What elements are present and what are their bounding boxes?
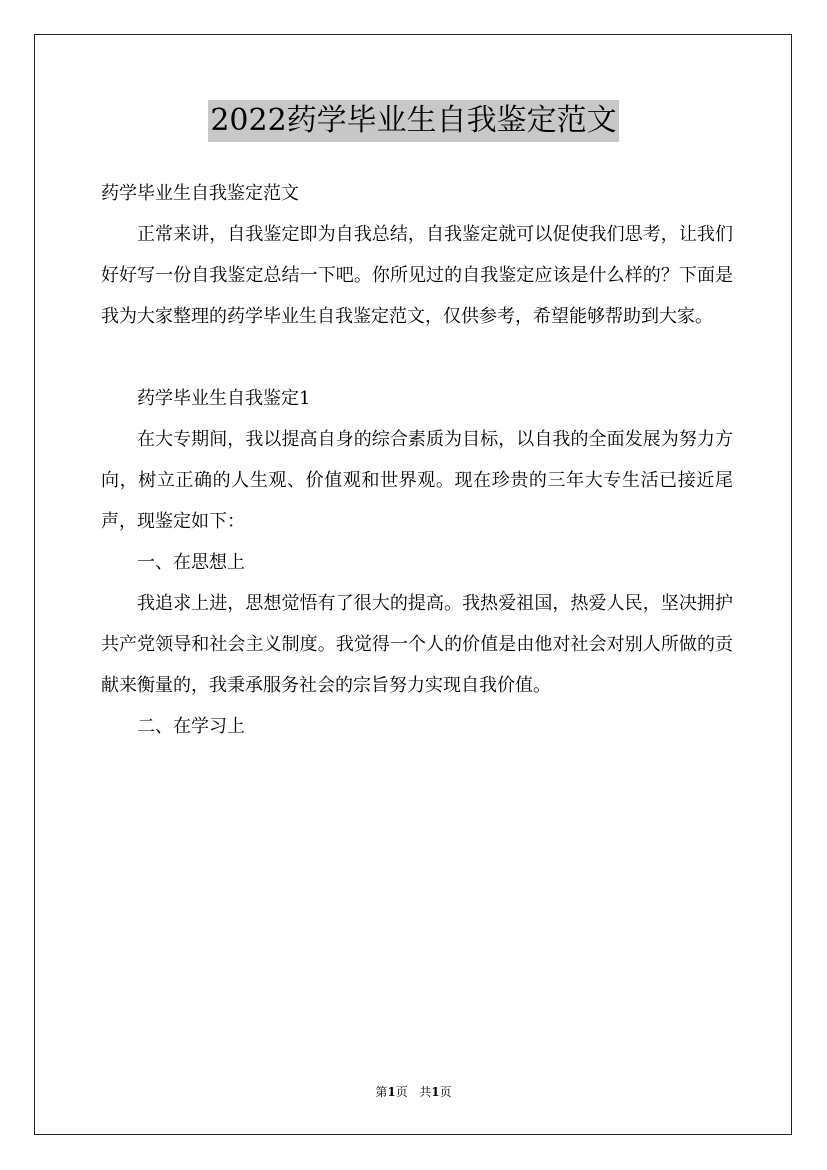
section-heading: 药学毕业生自我鉴定1 [137,388,311,409]
page-label: 第 [375,1085,388,1099]
subsection-heading: 二、在学习上 [137,716,245,737]
page-current: 1 [387,1085,396,1099]
total-unit: 页 [439,1085,452,1099]
document-title-wrapper [0,100,827,142]
subtitle-paragraph: 药学毕业生自我鉴定范文 [101,183,299,204]
total-label: 共 [419,1085,432,1099]
body-paragraph: 在大专期间，我以提高自身的综合素质为目标，以自我的全面发展为努力方向，树立正确的人生观、价值观和世界观。现在珍贵的三年大专生活已接近尾声，现鉴定如下： [101,429,733,532]
document-title: 2022药学毕业生自我鉴定范文 [208,100,618,142]
subsection-heading: 一、在思想上 [137,552,245,573]
page-total: 1 [431,1085,440,1099]
intro-paragraph: 正常来讲，自我鉴定即为自我总结，自我鉴定就可以促使我们思考，让我们好好写一份自我鉴定总结一下吧。你所见过的自我鉴定应该是什么样的？下面是我为大家整理的药学毕业生自我鉴定范文，仅供参考，希望能够帮助到大家。 [101,224,733,327]
page-unit: 页 [395,1085,408,1099]
blank-line [101,337,733,378]
body-paragraph: 我追求上进，思想觉悟有了很大的提高。我热爱祖国，热爱人民，坚决拥护共产党领导和社会主义制度。我觉得一个人的价值是由他对社会对别人所做的贡献来衡量的，我秉承服务社会的宗旨努力实现自我价值。 [101,593,733,696]
document-body [101,173,733,747]
page-footer [0,1083,827,1101]
